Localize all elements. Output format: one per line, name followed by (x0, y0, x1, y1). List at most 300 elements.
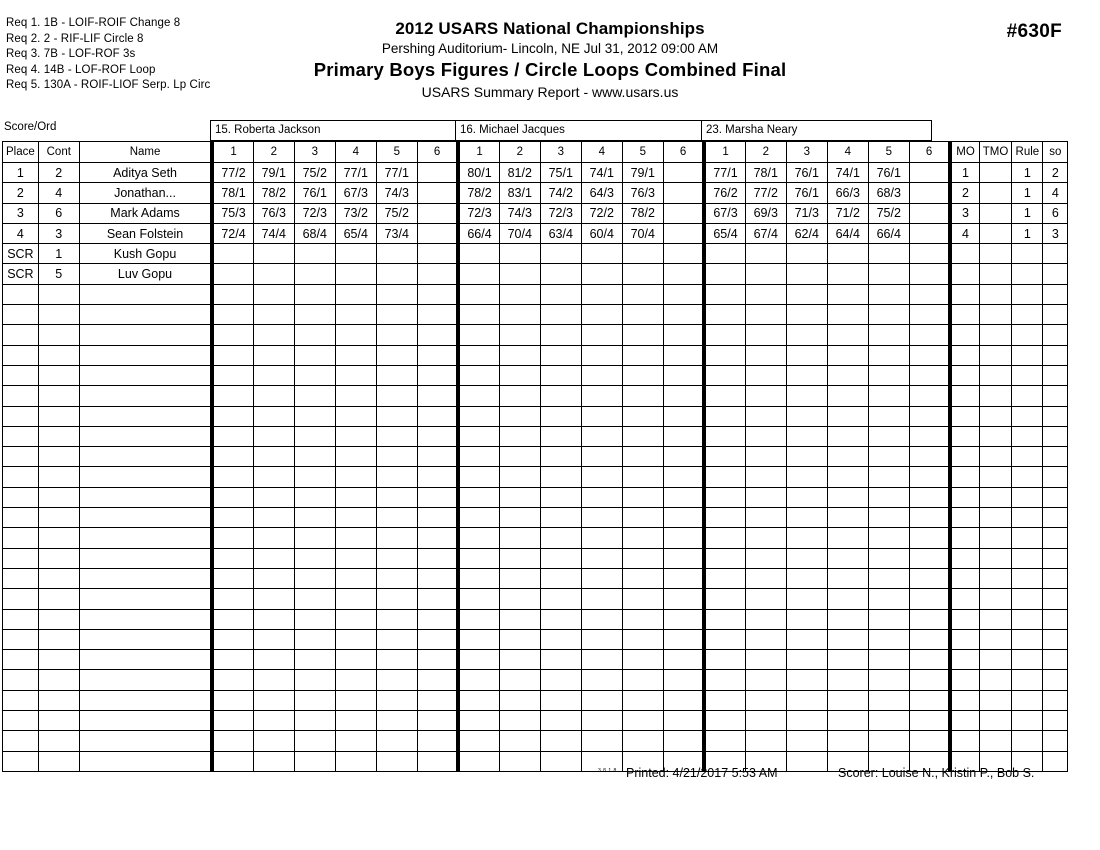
cell-empty (745, 650, 786, 670)
table-row-empty[interactable] (3, 528, 1068, 548)
cell-empty (212, 650, 253, 670)
cell-empty (704, 589, 745, 609)
cell-empty (253, 487, 294, 507)
cell-empty (663, 609, 704, 629)
cell-empty (79, 650, 212, 670)
cell-empty (3, 487, 39, 507)
table-row-empty[interactable] (3, 386, 1068, 406)
cell-judge1-fig4 (581, 264, 622, 284)
col-header-judge0-fig3: 3 (294, 142, 335, 163)
cell-empty (540, 711, 581, 731)
cell-empty (499, 487, 540, 507)
cell-judge0-fig3: 76/1 (294, 183, 335, 203)
cell-empty (979, 670, 1012, 690)
cell-judge0-fig2: 79/1 (253, 163, 294, 183)
cell-empty (909, 406, 950, 426)
cell-empty (704, 406, 745, 426)
cell-empty (868, 548, 909, 568)
cell-empty (458, 528, 499, 548)
cell-empty (745, 487, 786, 507)
cell-judge0-fig6 (417, 244, 458, 264)
cell-empty (663, 670, 704, 690)
cell-empty (3, 406, 39, 426)
table-row-empty[interactable] (3, 670, 1068, 690)
cell-empty (704, 670, 745, 690)
cell-empty (335, 690, 376, 710)
cell-empty (786, 406, 827, 426)
cell-empty (540, 467, 581, 487)
cell-empty (581, 711, 622, 731)
cell-judge1-fig4: 64/3 (581, 183, 622, 203)
cell-empty (376, 670, 417, 690)
cell-empty (294, 690, 335, 710)
cell-empty (294, 568, 335, 588)
cell-empty (663, 548, 704, 568)
table-row-empty[interactable] (3, 426, 1068, 446)
cell-empty (294, 386, 335, 406)
cell-tmo (979, 264, 1012, 284)
cell-empty (581, 548, 622, 568)
cell-empty (745, 568, 786, 588)
cell-empty (458, 406, 499, 426)
table-row[interactable] (3, 223, 1068, 243)
cell-tmo (979, 244, 1012, 264)
cell-empty (745, 589, 786, 609)
cell-judge2-fig4 (827, 264, 868, 284)
cell-empty (622, 406, 663, 426)
cell-empty (827, 568, 868, 588)
cell-empty (417, 406, 458, 426)
cell-empty (540, 568, 581, 588)
cell-empty (376, 365, 417, 385)
cell-empty (704, 528, 745, 548)
cell-empty (1012, 487, 1043, 507)
cell-so: 6 (1043, 203, 1068, 223)
cell-empty (786, 568, 827, 588)
cell-empty (458, 609, 499, 629)
cell-empty (786, 345, 827, 365)
cell-empty (909, 325, 950, 345)
cell-empty (38, 568, 79, 588)
cell-empty (253, 650, 294, 670)
table-row[interactable] (3, 183, 1068, 203)
cell-empty (253, 609, 294, 629)
report-footer (0, 766, 1100, 784)
cell-empty (979, 325, 1012, 345)
table-row-empty[interactable] (3, 284, 1068, 304)
cell-mo: 2 (950, 183, 979, 203)
cell-empty (376, 568, 417, 588)
table-row[interactable] (3, 244, 1068, 264)
cell-empty (38, 487, 79, 507)
cell-empty (979, 609, 1012, 629)
cell-empty (979, 629, 1012, 649)
cell-empty (868, 528, 909, 548)
cell-empty (335, 568, 376, 588)
cell-judge0-fig1: 78/1 (212, 183, 253, 203)
cell-empty (581, 609, 622, 629)
col-header-tmo: TMO (979, 142, 1012, 163)
cell-empty (950, 629, 979, 649)
event-number: #630F (1006, 21, 1062, 42)
cell-empty (622, 711, 663, 731)
cell-cont: 2 (38, 163, 79, 183)
cell-judge0-fig5: 73/4 (376, 223, 417, 243)
cell-empty (79, 467, 212, 487)
cell-empty (909, 284, 950, 304)
cell-empty (581, 528, 622, 548)
cell-so: 2 (1043, 163, 1068, 183)
cell-empty (663, 426, 704, 446)
cell-empty (786, 386, 827, 406)
cell-judge1-fig5 (622, 244, 663, 264)
cell-judge2-fig5: 66/4 (868, 223, 909, 243)
cell-empty (581, 467, 622, 487)
table-row-empty[interactable] (3, 568, 1068, 588)
cell-empty (458, 690, 499, 710)
cell-mo (950, 244, 979, 264)
cell-empty (499, 305, 540, 325)
cell-empty (663, 650, 704, 670)
col-header-cont: Cont (38, 142, 79, 163)
cell-empty (950, 487, 979, 507)
cell-judge1-fig6 (663, 163, 704, 183)
cell-judge1-fig3: 72/3 (540, 203, 581, 223)
cell-empty (499, 690, 540, 710)
cell-empty (1043, 365, 1068, 385)
cell-empty (979, 650, 1012, 670)
cell-empty (622, 284, 663, 304)
table-row-empty[interactable] (3, 629, 1068, 649)
cell-empty (253, 284, 294, 304)
cell-empty (38, 386, 79, 406)
cell-empty (253, 365, 294, 385)
cell-empty (38, 548, 79, 568)
table-row[interactable] (3, 163, 1068, 183)
cell-empty (376, 629, 417, 649)
cell-empty (38, 447, 79, 467)
cell-judge2-fig6 (909, 183, 950, 203)
cell-empty (417, 345, 458, 365)
table-row-empty[interactable] (3, 447, 1068, 467)
table-row-empty[interactable] (3, 731, 1068, 751)
cell-empty (3, 589, 39, 609)
cell-judge0-fig1 (212, 264, 253, 284)
cell-empty (294, 345, 335, 365)
cell-empty (458, 325, 499, 345)
cell-judge1-fig4: 60/4 (581, 223, 622, 243)
cell-empty (212, 284, 253, 304)
cell-empty (458, 650, 499, 670)
report-header (200, 18, 900, 102)
col-header-judge2-fig2: 2 (745, 142, 786, 163)
table-row-empty[interactable] (3, 609, 1068, 629)
table-row-empty[interactable] (3, 650, 1068, 670)
cell-empty (1012, 528, 1043, 548)
cell-empty (745, 467, 786, 487)
cell-empty (663, 629, 704, 649)
cell-empty (417, 508, 458, 528)
cell-empty (581, 568, 622, 588)
table-row[interactable] (3, 264, 1068, 284)
cell-empty (979, 711, 1012, 731)
cell-empty (1012, 650, 1043, 670)
table-row-empty[interactable] (3, 711, 1068, 731)
cell-empty (581, 629, 622, 649)
cell-empty (979, 548, 1012, 568)
cell-mo (950, 264, 979, 284)
cell-empty (704, 345, 745, 365)
cell-judge0-fig6 (417, 163, 458, 183)
cell-judge2-fig5 (868, 244, 909, 264)
table-row-empty[interactable] (3, 589, 1068, 609)
cell-empty (581, 365, 622, 385)
cell-empty (950, 508, 979, 528)
cell-empty (868, 609, 909, 629)
cell-empty (79, 447, 212, 467)
cell-empty (294, 548, 335, 568)
cell-empty (827, 609, 868, 629)
cell-empty (950, 325, 979, 345)
cell-empty (1012, 345, 1043, 365)
cell-empty (253, 589, 294, 609)
cell-empty (376, 650, 417, 670)
cell-empty (745, 386, 786, 406)
cell-judge2-fig3: 71/3 (786, 203, 827, 223)
cell-empty (827, 711, 868, 731)
cell-judge0-fig6 (417, 223, 458, 243)
cell-empty (786, 365, 827, 385)
cell-mo: 4 (950, 223, 979, 243)
cell-judge2-fig5 (868, 264, 909, 284)
cell-empty (253, 345, 294, 365)
cell-empty (3, 528, 39, 548)
cell-judge1-fig2: 83/1 (499, 183, 540, 203)
cell-empty (622, 528, 663, 548)
cell-so (1043, 244, 1068, 264)
cell-empty (868, 325, 909, 345)
cell-empty (1012, 548, 1043, 568)
table-row-empty[interactable] (3, 690, 1068, 710)
cell-name: Mark Adams (79, 203, 212, 223)
cell-empty (827, 690, 868, 710)
cell-empty (79, 629, 212, 649)
cell-empty (1012, 426, 1043, 446)
cell-empty (1012, 508, 1043, 528)
cell-empty (950, 650, 979, 670)
cell-empty (38, 670, 79, 690)
cell-judge1-fig3: 74/2 (540, 183, 581, 203)
cell-empty (294, 325, 335, 345)
cell-empty (417, 365, 458, 385)
cell-judge0-fig3 (294, 244, 335, 264)
cell-rule (1012, 244, 1043, 264)
col-header-judge2-fig3: 3 (786, 142, 827, 163)
cell-judge1-fig3 (540, 244, 581, 264)
col-header-judge1-fig6: 6 (663, 142, 704, 163)
cell-empty (335, 650, 376, 670)
cell-empty (294, 528, 335, 548)
cell-empty (909, 447, 950, 467)
table-row-empty[interactable] (3, 305, 1068, 325)
cell-place: 3 (3, 203, 39, 223)
cell-empty (663, 528, 704, 548)
cell-judge0-fig2: 78/2 (253, 183, 294, 203)
table-row-empty[interactable] (3, 548, 1068, 568)
cell-empty (704, 568, 745, 588)
cell-empty (868, 690, 909, 710)
cell-empty (868, 670, 909, 690)
cell-empty (212, 629, 253, 649)
cell-empty (417, 609, 458, 629)
cell-empty (335, 731, 376, 751)
cell-empty (704, 508, 745, 528)
judge-header-15: 15. Roberta Jackson (210, 120, 456, 141)
cell-empty (38, 528, 79, 548)
cell-judge1-fig6 (663, 264, 704, 284)
cell-empty (786, 528, 827, 548)
cell-empty (253, 568, 294, 588)
cell-empty (212, 731, 253, 751)
cell-empty (376, 345, 417, 365)
cell-empty (704, 731, 745, 751)
cell-judge0-fig4: 67/3 (335, 183, 376, 203)
cell-empty (909, 690, 950, 710)
cell-empty (253, 406, 294, 426)
table-row-empty[interactable] (3, 406, 1068, 426)
cell-empty (335, 487, 376, 507)
cell-empty (417, 650, 458, 670)
cell-judge2-fig2: 67/4 (745, 223, 786, 243)
venue-line: Pershing Auditorium- Lincoln, NE Jul 31, 2012 09:00 AM (381, 41, 719, 56)
cell-empty (3, 447, 39, 467)
cell-judge1-fig2: 81/2 (499, 163, 540, 183)
judge-header-23: 23. Marsha Neary (701, 120, 932, 141)
cell-empty (335, 467, 376, 487)
cell-empty (909, 731, 950, 751)
cell-empty (704, 548, 745, 568)
cell-so: 3 (1043, 223, 1068, 243)
cell-judge1-fig4 (581, 244, 622, 264)
cell-empty (499, 345, 540, 365)
cell-empty (745, 548, 786, 568)
cell-empty (458, 284, 499, 304)
cell-empty (458, 670, 499, 690)
cell-empty (1043, 629, 1068, 649)
judge-header-16: 16. Michael Jacques (455, 120, 702, 141)
cell-empty (499, 589, 540, 609)
cell-empty (79, 690, 212, 710)
col-header-place: Place (3, 142, 39, 163)
cell-empty (622, 690, 663, 710)
cell-empty (335, 325, 376, 345)
cell-empty (335, 548, 376, 568)
table-row-empty[interactable] (3, 487, 1068, 507)
cell-empty (335, 508, 376, 528)
cell-empty (212, 589, 253, 609)
cell-empty (827, 305, 868, 325)
cell-empty (704, 690, 745, 710)
cell-empty (294, 629, 335, 649)
table-row-empty[interactable] (3, 508, 1068, 528)
col-header-so: so (1043, 142, 1068, 163)
cell-empty (294, 711, 335, 731)
cell-empty (979, 345, 1012, 365)
cell-empty (950, 548, 979, 568)
cell-empty (1043, 731, 1068, 751)
cell-empty (704, 711, 745, 731)
cell-judge1-fig3 (540, 264, 581, 284)
table-row-empty[interactable] (3, 365, 1068, 385)
cell-empty (376, 548, 417, 568)
cell-empty (79, 305, 212, 325)
cell-empty (253, 305, 294, 325)
cell-empty (253, 528, 294, 548)
cell-empty (3, 650, 39, 670)
cell-rule (1012, 264, 1043, 284)
cell-empty (38, 284, 79, 304)
cell-judge1-fig2 (499, 264, 540, 284)
cell-empty (79, 711, 212, 731)
cell-empty (663, 447, 704, 467)
cell-empty (745, 284, 786, 304)
cell-empty (294, 426, 335, 446)
cell-place: 1 (3, 163, 39, 183)
cell-empty (79, 548, 212, 568)
cell-empty (581, 690, 622, 710)
cell-empty (3, 467, 39, 487)
cell-empty (1043, 528, 1068, 548)
cell-empty (3, 508, 39, 528)
cell-judge2-fig3: 76/1 (786, 163, 827, 183)
cell-empty (417, 325, 458, 345)
cell-empty (909, 548, 950, 568)
table-row-empty[interactable] (3, 345, 1068, 365)
cell-empty (417, 426, 458, 446)
cell-empty (458, 386, 499, 406)
cell-empty (581, 426, 622, 446)
cell-empty (499, 629, 540, 649)
cell-empty (376, 528, 417, 548)
cell-empty (622, 731, 663, 751)
cell-empty (3, 305, 39, 325)
cell-empty (663, 305, 704, 325)
cell-empty (499, 406, 540, 426)
cell-empty (663, 284, 704, 304)
cell-empty (253, 426, 294, 446)
table-row-empty[interactable] (3, 467, 1068, 487)
col-header-judge2-fig5: 5 (868, 142, 909, 163)
cell-judge0-fig1: 77/2 (212, 163, 253, 183)
cell-judge2-fig4: 66/3 (827, 183, 868, 203)
cell-empty (294, 487, 335, 507)
cell-empty (540, 345, 581, 365)
cell-empty (1043, 345, 1068, 365)
cell-empty (704, 650, 745, 670)
cell-empty (499, 426, 540, 446)
table-row[interactable] (3, 203, 1068, 223)
cell-empty (458, 508, 499, 528)
cell-empty (663, 690, 704, 710)
cell-empty (979, 386, 1012, 406)
cell-empty (827, 325, 868, 345)
printed-stamp: Printed: 4/21/2017 5:53 AM (626, 766, 778, 780)
col-header-judge0-fig6: 6 (417, 142, 458, 163)
cell-empty (253, 508, 294, 528)
cell-empty (1043, 609, 1068, 629)
cell-judge1-fig1: 78/2 (458, 183, 499, 203)
table-row-empty[interactable] (3, 325, 1068, 345)
